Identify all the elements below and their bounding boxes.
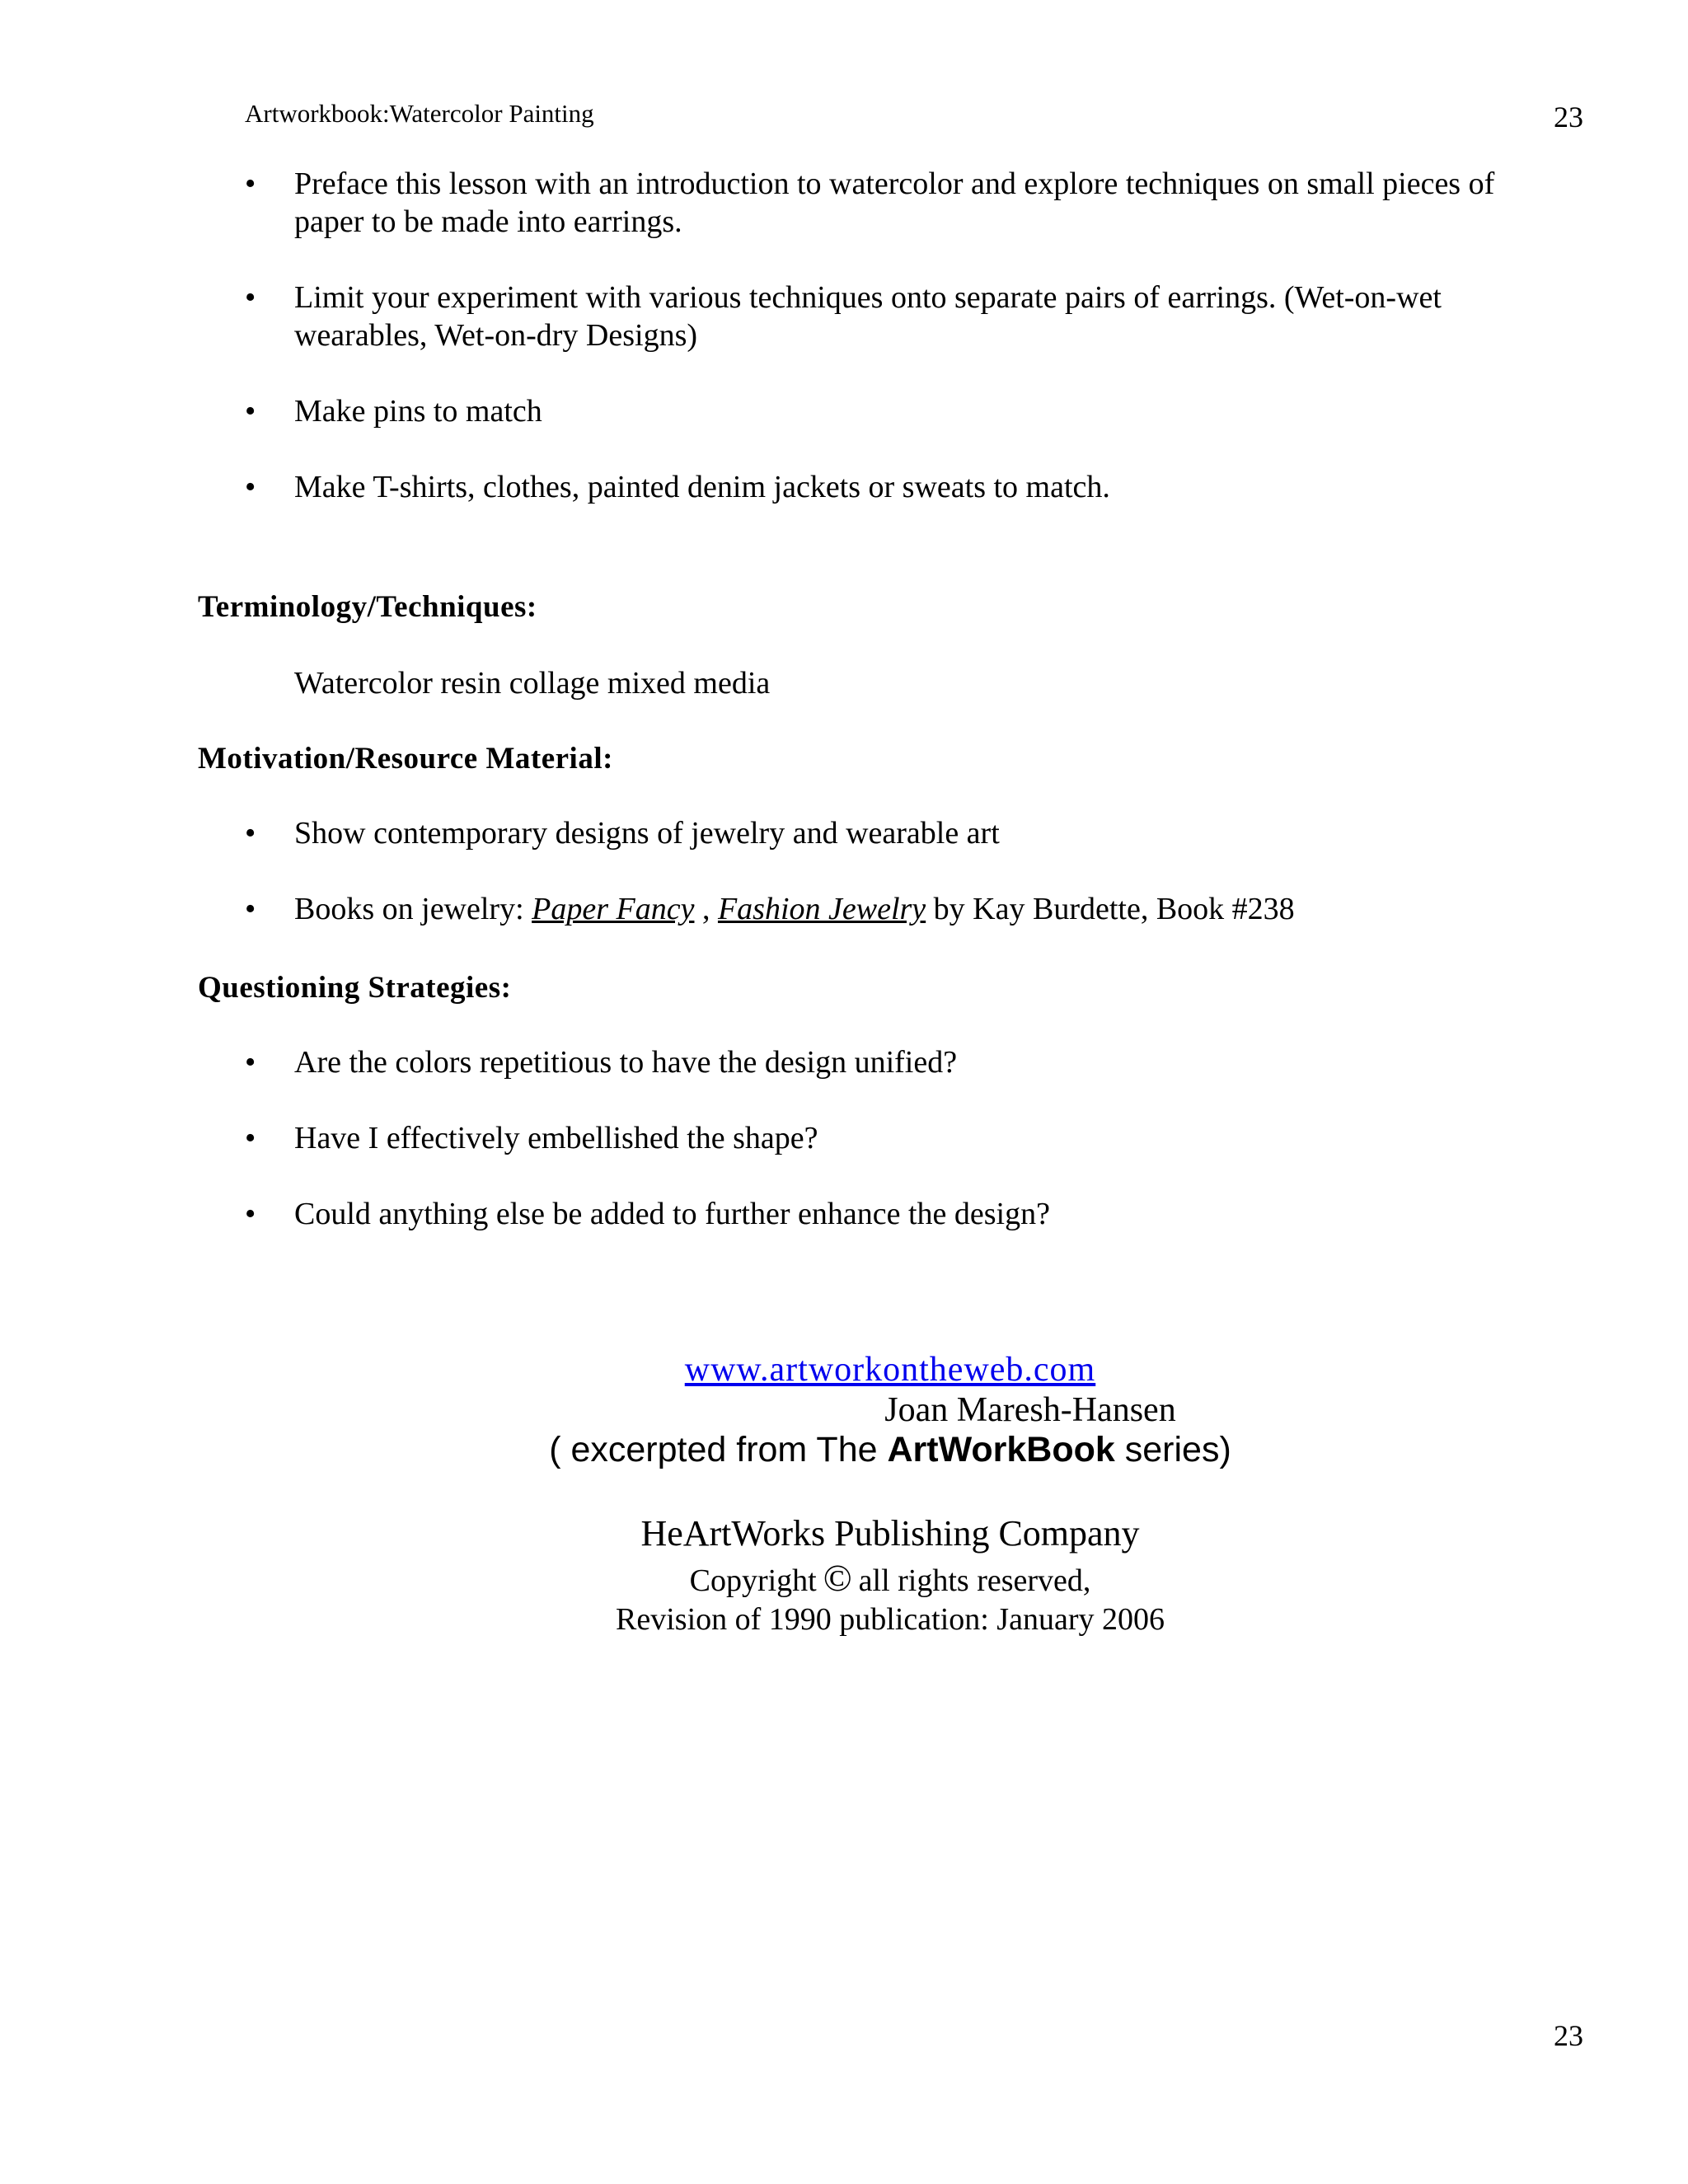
bullet-icon: • xyxy=(245,1197,256,1231)
bullet-icon: • xyxy=(245,166,256,201)
book-title-paper-fancy: Paper Fancy xyxy=(532,892,695,926)
copyright-prefix: Copyright xyxy=(689,1563,817,1598)
bullet-icon: • xyxy=(245,1045,256,1080)
bullet-icon: • xyxy=(245,1121,256,1155)
copyright-suffix: all rights reserved, xyxy=(858,1563,1091,1598)
books-prefix: Books on jewelry: xyxy=(294,892,532,926)
terminology-text: Watercolor resin collage mixed media xyxy=(294,666,771,701)
list-item-text: Could anything else be added to further enhance the design? xyxy=(294,1197,1050,1231)
copyright-line xyxy=(0,1559,1688,1600)
list-item-text: Have I effectively embellished the shape? xyxy=(294,1121,818,1155)
series-credit xyxy=(0,1428,1688,1471)
intro-bullet-list xyxy=(245,165,1597,506)
series-suffix: series) xyxy=(1114,1430,1231,1469)
books-separator: , xyxy=(694,892,718,926)
revision-note: Revision of 1990 publication: January 2006 xyxy=(616,1602,1165,1637)
questioning-heading: Questioning Strategies: xyxy=(198,971,512,1005)
list-item xyxy=(245,1043,1597,1081)
list-item-line: wearables, Wet-on-dry Designs) xyxy=(294,318,698,353)
list-item xyxy=(245,1119,1597,1157)
list-item-line: Preface this lesson with an introduction to watercolor and explore techniques on small pieces of xyxy=(294,166,1495,201)
website-link[interactable]: www.artworkontheweb.com xyxy=(684,1351,1096,1389)
bullet-icon: • xyxy=(245,892,256,926)
author-name: Joan Maresh-Hansen xyxy=(884,1391,1176,1429)
list-item xyxy=(245,814,1597,852)
page-number-bottom: 23 xyxy=(1554,2019,1583,2052)
list-item-text: Show contemporary designs of jewelry and wearable art xyxy=(294,816,1000,851)
bullet-icon: • xyxy=(245,816,256,851)
running-header: Artworkbook:Watercolor Painting xyxy=(245,99,594,128)
list-item xyxy=(245,392,1597,430)
list-item-text: Are the colors repetitious to have the design unified? xyxy=(294,1045,958,1080)
series-name: ArtWorkBook xyxy=(887,1430,1115,1469)
copyright-icon: © xyxy=(823,1557,852,1599)
list-item xyxy=(245,1195,1597,1233)
bullet-icon: • xyxy=(245,470,256,504)
list-item-line: paper to be made into earrings. xyxy=(294,204,682,239)
motivation-bullet-list xyxy=(245,814,1597,928)
list-item xyxy=(245,468,1597,506)
list-item-line: Limit your experiment with various techniques onto separate pairs of earrings. (Wet-on-wet xyxy=(294,280,1442,315)
list-item-line: Make T-shirts, clothes, painted denim jackets or sweats to match. xyxy=(294,470,1110,504)
questioning-bullet-list xyxy=(245,1043,1597,1233)
list-item xyxy=(245,165,1597,241)
books-suffix: by Kay Burdette, Book #238 xyxy=(926,892,1295,926)
bullet-icon: • xyxy=(245,280,256,315)
list-item xyxy=(245,890,1597,928)
page-number-top: 23 xyxy=(1554,101,1583,134)
list-item-line: Make pins to match xyxy=(294,394,542,429)
terminology-heading: Terminology/Techniques: xyxy=(198,590,537,624)
publisher-name: HeArtWorks Publishing Company xyxy=(640,1513,1140,1554)
series-prefix: ( excerpted from The xyxy=(549,1430,888,1469)
list-item xyxy=(245,279,1597,354)
book-title-fashion-jewelry: Fashion Jewelry xyxy=(717,892,926,926)
bullet-icon: • xyxy=(245,394,256,429)
motivation-heading: Motivation/Resource Material: xyxy=(198,742,613,776)
